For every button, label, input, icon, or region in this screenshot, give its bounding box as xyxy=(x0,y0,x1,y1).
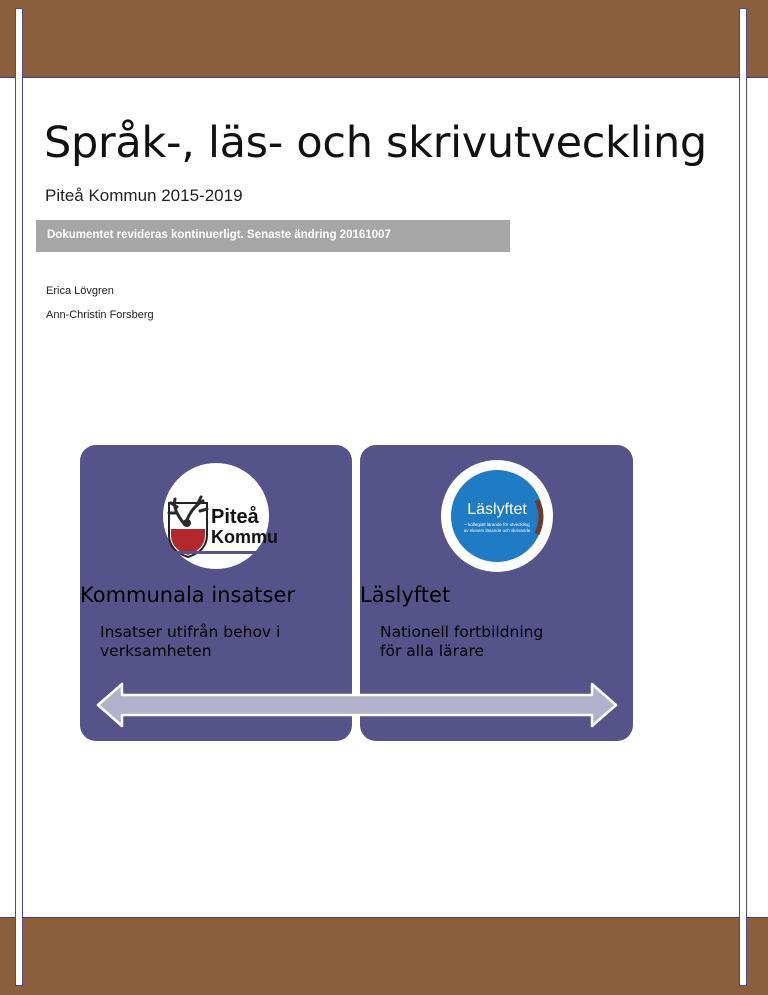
double-arrow-icon xyxy=(96,682,618,728)
panel-description-laslyftet xyxy=(380,623,613,661)
author-name: Ann-Christin Forsberg xyxy=(46,309,154,321)
header-band xyxy=(0,0,768,78)
description-line: för alla lärare xyxy=(380,642,485,660)
panel-heading-kommunala: Kommunala insatser xyxy=(80,583,296,607)
author-name: Erica Lövgren xyxy=(46,285,114,297)
logo-text-kommun: Kommu xyxy=(211,527,278,547)
panel-heading-laslyftet: Läslyftet xyxy=(360,583,451,607)
logo-tagline: – kollegialt lärande för utveckling xyxy=(463,522,530,527)
logo-text-laslyftet: Läslyftet xyxy=(466,501,527,518)
laslyftet-badge-icon xyxy=(441,460,553,572)
footer-band xyxy=(0,917,768,995)
panel-description-kommunala xyxy=(100,623,332,661)
revision-notice-text: Dokumentet revideras kontinuerligt. Senaste ändring 20161007 xyxy=(47,229,391,241)
logo-tagline: av elevers läsande och skrivande xyxy=(463,528,530,533)
right-page-bar xyxy=(739,8,747,986)
description-line: verksamheten xyxy=(100,642,212,660)
revision-notice xyxy=(36,220,510,252)
laslyftet-logo xyxy=(441,460,553,572)
document-subtitle: Piteå Kommun 2015-2019 xyxy=(45,186,243,205)
description-line: Nationell fortbildning xyxy=(380,623,544,641)
reindeer-crest-icon xyxy=(163,463,278,569)
logo-text-pitea: Piteå xyxy=(211,506,259,528)
description-line: Insatser utifrån behov i xyxy=(100,623,281,641)
document-title: Språk-, läs- och skrivutveckling xyxy=(44,118,707,168)
pitea-logo xyxy=(163,463,278,569)
left-page-bar xyxy=(15,8,23,986)
